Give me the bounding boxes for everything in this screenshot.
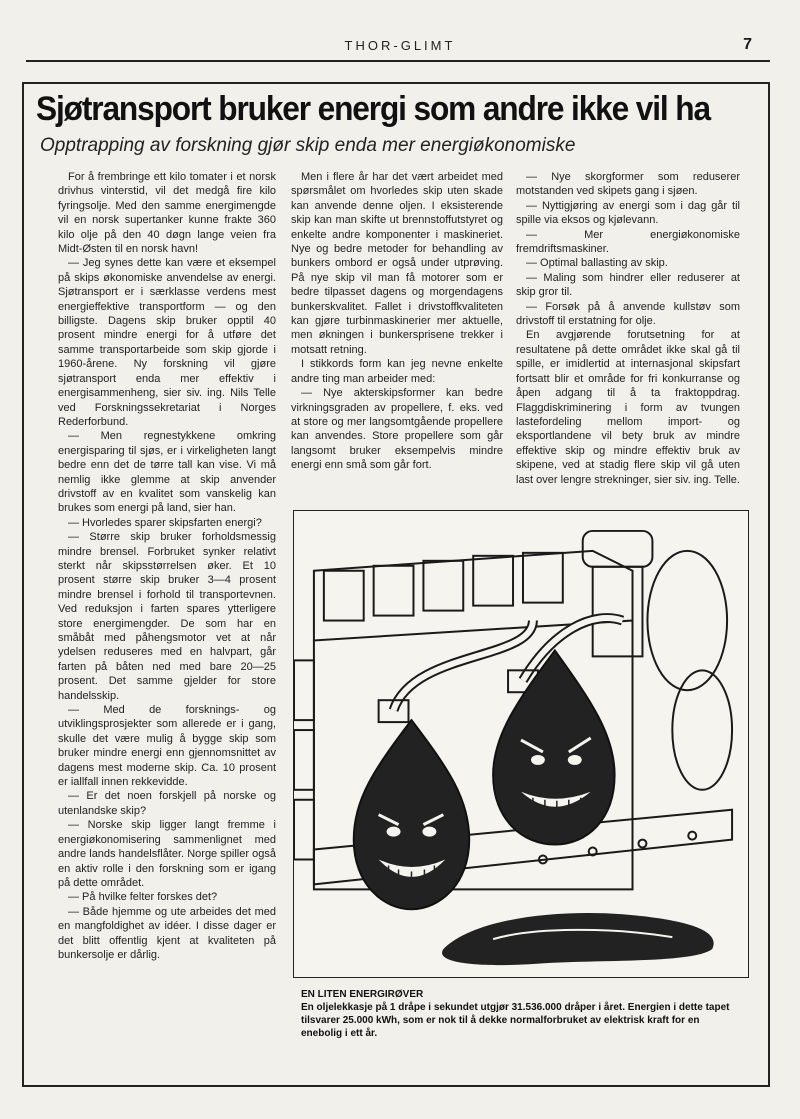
side-cylinder [294, 660, 314, 720]
side-cylinder [294, 800, 314, 860]
text-column-3 [516, 170, 740, 487]
paragraph: En avgjørende forutsetning for at resultatene på dette området ikke skal gå til spille, er imidlertid at internasjonal skipsfart fortsatt blir et område for fri konkurranse og åpen adgang til å ta fraktoppdrag. Flaggdiskriminering i form av tvungen lastefordeling mellom import- og eksportlandene vil bety bruk av mindre effektive skip og mindre effektiv bruk av skipene, ved at stadig flere skip vil gå uten last over lengre strekninger, sier siv. ing. Telle. [516, 329, 740, 486]
cylinder-head [374, 566, 414, 616]
paragraph: — Norske skip ligger langt fremme i energiøkonomisering sammenlignet med andre lands handelsflåter. Norge spiller også en aktiv rolle i den forskning som er igang på dette området. [58, 819, 276, 889]
cartoon-illustration [293, 510, 749, 978]
cartoon-oil-drops-icon [294, 511, 748, 977]
tank-top [583, 531, 653, 567]
oil-puddle [442, 913, 714, 965]
caption-title: EN LITEN ENERGIRØVER [301, 989, 424, 1000]
side-cylinder [294, 730, 314, 790]
article-subtitle: Opptrapping av forskning gjør skip enda mer energiøkonomiske [40, 135, 576, 156]
paragraph: — Både hjemme og ute arbeides det med en mangfoldighet av idéer. I disse dager er det blitt offentlig kjent at kvaliteten på bunkersolje er dårlig. [58, 905, 276, 961]
caption-text: En oljelekkasje på 1 dråpe i sekundet utgjør 31.536.000 dråper i året. Energien i dette tapet tilsvarer 25.000 kWh, som er nok til å dekke normalforbruket av elektrisk kraft for en enebolig i ett år. [301, 1002, 730, 1039]
paragraph: Men i flere år har det vært arbeidet med spørsmålet om hvorledes skip uten skade kan anvende denne oljen. I eksisterende skip kan man skifte ut brennstoffutstyret og enkelte andre komponenter i maskineriet. Nye og bedre metoder for behandling av bunkers ombord er også under utprøving. På nye skip vil man få motorer som er bedre tilpasset dagens og morgendagens bunkerskvalitet. Fallet i drivstoffkvaliteten kan gjøre turbinmaskinerier mer aktuelle, men økningen i bunkersprisene trekker i motsatt retning. [291, 171, 503, 356]
paragraph: For å frembringe ett kilo tomater i et norsk drivhus vinterstid, vil det medgå fire kilo fyringsolje. Med den samme energimengde vil en norsk supertanker kunne frakte 360 kilo olje på den 40 døgn lange veien fra Midt-Østen til en norsk havn! [58, 171, 276, 256]
paragraph: — Nyttigjøring av energi som i dag går til spille via eksos og kjølevann. [516, 199, 740, 227]
cylinder-head [473, 556, 513, 606]
oil-drop-left [354, 720, 469, 909]
cylinder-head [523, 553, 563, 603]
paragraph: — Med de forsknings- og utviklingsprosjekter som allerede er i gang, skulle det være mulig å bygge skip som bruker mindre energi enn gjennomsnittet av dagens mest moderne skip. Ca. 10 prosent er iallfall innen rekkevidde. [58, 704, 276, 789]
paragraph: — Optimal ballasting av skip. [526, 257, 668, 270]
paragraph: — Nye akterskipsformer kan bedre virkningsgraden av propellere, f. eks. ved at store og mer langsomtgående propellere kan anvendes. Store propellere som går langsomt bruker eksempelvis mindre energi enn små som går fort. [291, 387, 503, 472]
paragraph: — Mer energiøkonomiske fremdriftsmaskiner. [516, 228, 740, 256]
article-headline: Sjøtransport bruker energi som andre ikke vil ha [36, 90, 710, 128]
figure-caption [301, 988, 741, 1040]
bolt [688, 832, 696, 840]
paragraph: — Nye skorgformer som reduserer motstanden ved skipets gang i sjøen. [516, 171, 740, 198]
page-number: 7 [743, 36, 752, 53]
oil-drop-right [493, 650, 614, 844]
paragraph: I stikkords form kan jeg nevne enkelte andre ting man arbeider med: [291, 358, 503, 385]
bolt [638, 840, 646, 848]
header-rule [26, 60, 770, 62]
paragraph: — På hvilke felter forskes det? [68, 891, 218, 904]
paragraph: — Men regnestykkene omkring energisparing til sjøs, er i virkeligheten langt bedre enn det de tørre tall kan vise. Vi må nemlig ikke glemme at skip anvender drivstoff av en kvalitet som vanskelig kan brukes som energi på land, sier han. [58, 430, 276, 515]
cylinder-head [324, 571, 364, 621]
paragraph: — Maling som hindrer eller reduserer at skip gror til. [516, 271, 740, 299]
text-column-2 [291, 170, 503, 473]
paragraph: — Er det noen forskjell på norske og utenlandske skip? [58, 790, 276, 817]
paragraph: — Forsøk på å anvende kullstøv som drivstoff til erstatning for olje. [516, 300, 740, 328]
paragraph: — Jeg synes dette kan være et eksempel på skips økonomiske anvendelse av energi. Sjøtransport er i særklasse verdens mest energieffektive transportform — og den billigste. Dagens skip bruker opptil 40 prosent mindre energi for å utføre det samme transportarbeide som skip gjorde i 1960-årene. Ny forskning vil gjøre sjøtransport enda mer effektiv i energisammenheng, sier siv. ing. Nils Telle ved Forskningssekretariat i Norges Rederforbund. [58, 257, 276, 428]
text-column-1 [58, 170, 276, 962]
magazine-name: THOR-GLIMT [344, 38, 456, 53]
page-header [0, 0, 800, 60]
flywheel [647, 551, 727, 690]
tank-body [593, 567, 643, 657]
flywheel-lower [672, 670, 732, 789]
cylinder-head [423, 561, 463, 611]
paragraph: — Hvorledes sparer skipsfarten energi? [68, 516, 262, 529]
paragraph: — Større skip bruker forholdsmessig mindre brensel. Forbruket synker relativt sterkt når skipsstørrelsen øker. Et 10 prosent større skip bruker 3—4 prosent mindre brensel i forhold til transportevnen. Ved reduksjon i farten spares ytterligere store energimengder. De som har en småbåt med påhengsmotor vet at når ydelsen reduseres med en halvpart, går farten på båten ned med bare 20—25 prosent. Det samme gjelder for store handelsskip. [58, 531, 276, 702]
